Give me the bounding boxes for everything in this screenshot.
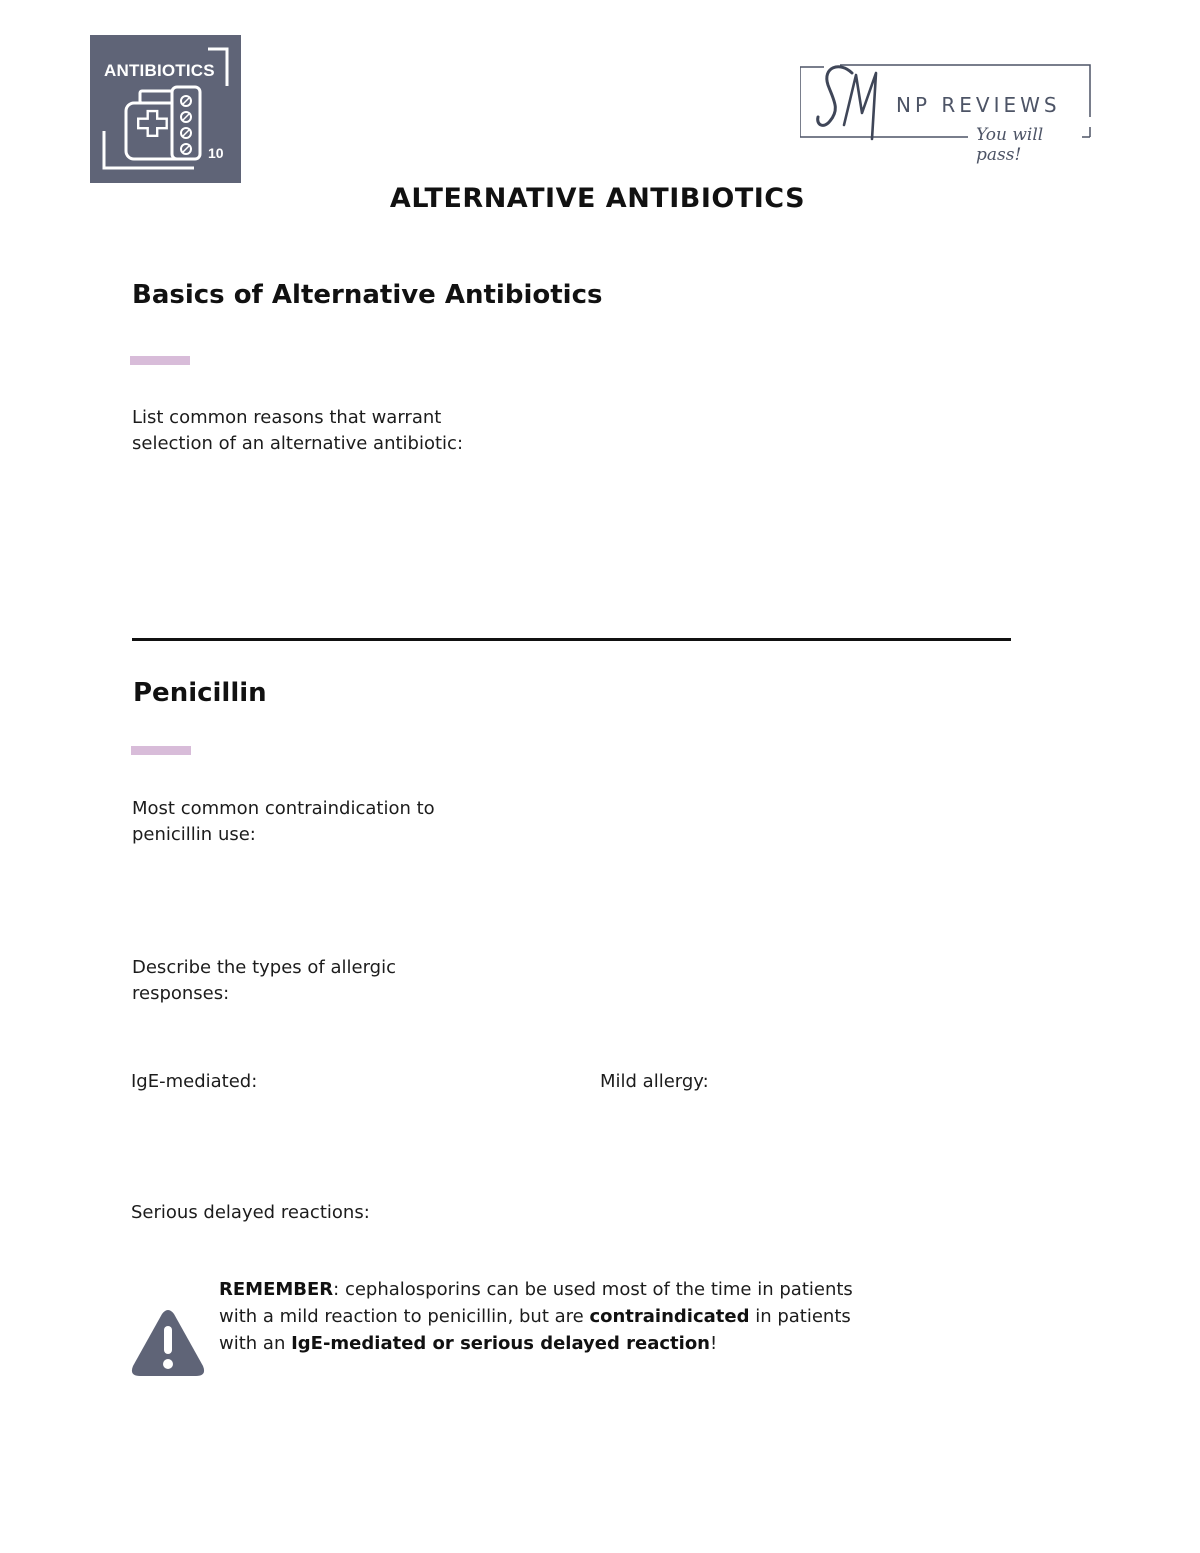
prompt-line: Most common contraindication to (132, 798, 435, 819)
prompt-line: List common reasons that warrant (132, 407, 442, 428)
label-ige-mediated: IgE-mediated: (131, 1071, 258, 1092)
prompt-reasons (132, 405, 463, 457)
remember-bold-reactions: IgE-mediated or serious delayed reaction (291, 1333, 710, 1354)
remember-text: in patients with an (219, 1306, 851, 1354)
prompt-line: penicillin use: (132, 824, 256, 845)
prompt-line: responses: (132, 983, 230, 1004)
remember-text: : cephalosporins can be used most of the time in patients with a mild reaction to penicillin, but are (219, 1279, 853, 1327)
logo-tagline: You will pass! (976, 125, 1044, 165)
badge-label: ANTIBIOTICS (104, 61, 215, 80)
remember-text: ! (710, 1333, 718, 1354)
section-heading-penicillin: Penicillin (133, 678, 267, 708)
remember-label: REMEMBER (219, 1279, 334, 1300)
prompt-allergic-responses (132, 955, 396, 1007)
prompt-line: selection of an alternative antibiotic: (132, 433, 464, 454)
label-serious-delayed: Serious delayed reactions: (131, 1202, 370, 1223)
prompt-line: Describe the types of allergic (132, 957, 396, 978)
remember-bold-contraindicated: contraindicated (589, 1306, 750, 1327)
badge-number: 10 (208, 145, 224, 161)
prompt-contraindication (132, 796, 435, 848)
warning-triangle-icon (130, 1308, 206, 1378)
np-reviews-logo (800, 55, 1092, 165)
label-mild-allergy: Mild allergy: (600, 1071, 709, 1092)
remember-note (219, 1276, 879, 1357)
accent-bar (131, 746, 191, 755)
page-title: ALTERNATIVE ANTIBIOTICS (389, 183, 806, 214)
accent-bar (130, 356, 190, 365)
section-heading-basics: Basics of Alternative Antibiotics (132, 280, 603, 310)
antibiotics-badge (90, 35, 241, 183)
section-divider (132, 638, 1011, 641)
logo-name: NP REVIEWS (896, 93, 1061, 117)
